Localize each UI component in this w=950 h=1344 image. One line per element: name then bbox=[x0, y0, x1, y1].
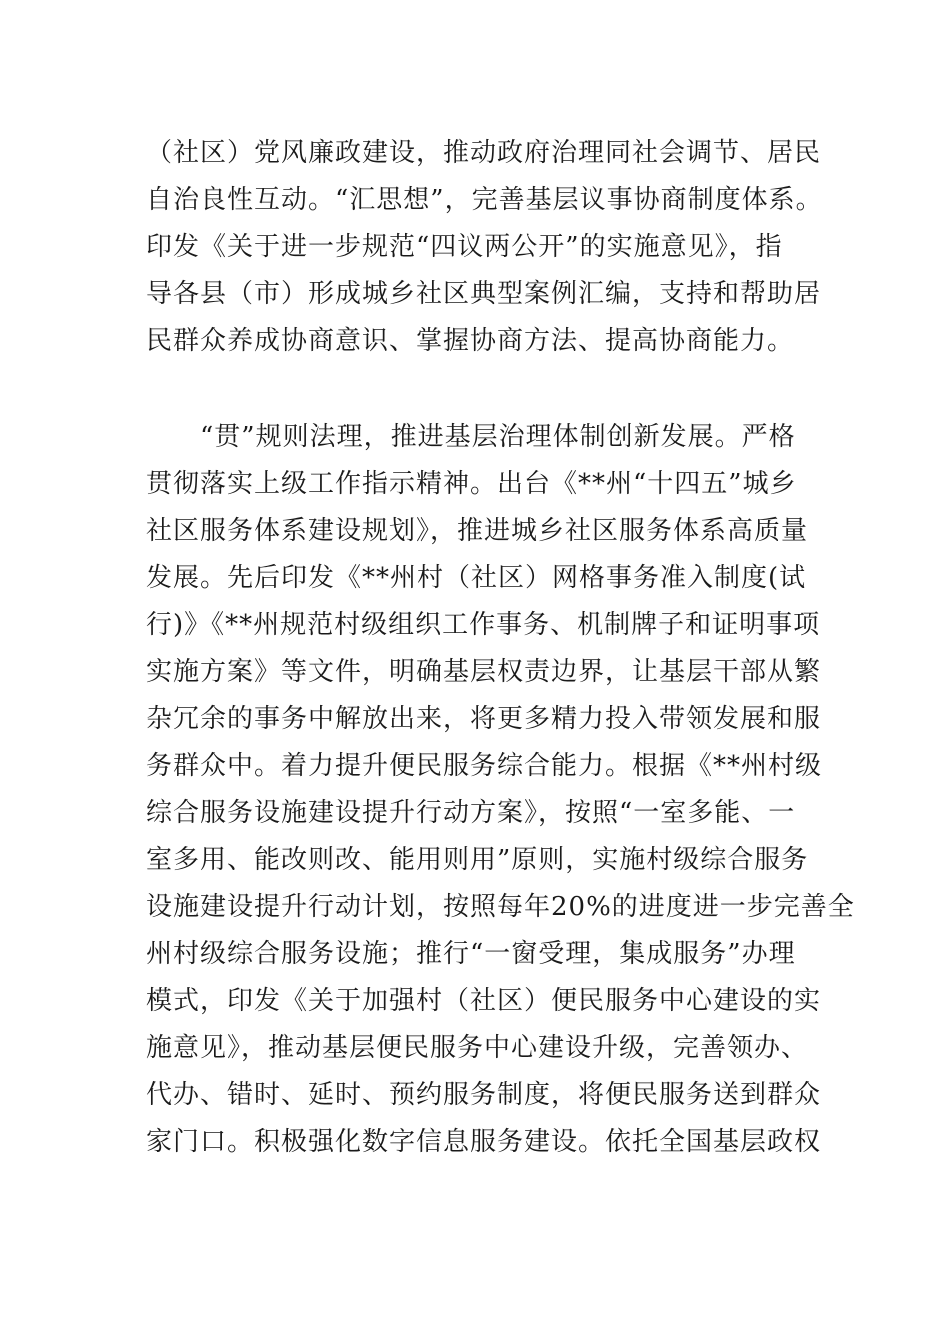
text-line: “贯”规则法理，推进基层治理体制创新发展。严格 bbox=[146, 422, 796, 452]
text-line: 家门口。积极强化数字信息服务建设。依托全国基层政权 bbox=[146, 1127, 822, 1157]
text-line: 代办、错时、延时、预约服务制度，将便民服务送到群众 bbox=[146, 1080, 822, 1110]
text-line: 综合服务设施建设提升行动方案》，按照“一室多能、一 bbox=[146, 798, 796, 828]
paragraph-spacer bbox=[146, 365, 804, 414]
text-line: 设施建设提升行动计划，按照每年20%的进度进一步完善全 bbox=[146, 892, 855, 922]
text-line: 施意见》，推动基层便民服务中心建设升级，完善领办、 bbox=[146, 1033, 809, 1063]
paragraph-1 bbox=[146, 130, 823, 365]
paragraph-2 bbox=[146, 414, 855, 1166]
text-line: 印发《关于进一步规范“四议两公开”的实施意见》，指 bbox=[146, 232, 783, 262]
text-line: 导各县（市）形成城乡社区典型案例汇编，支持和帮助居 bbox=[146, 279, 822, 309]
text-line: （社区）党风廉政建设，推动政府治理同社会调节、居民 bbox=[146, 138, 822, 168]
text-line: 室多用、能改则改、能用则用”原则，实施村级综合服务 bbox=[146, 845, 809, 875]
text-line: 民群众养成协商意识、掌握协商方法、提高协商能力。 bbox=[146, 326, 795, 356]
text-line: 实施方案》等文件，明确基层权责边界，让基层干部从繁 bbox=[146, 657, 822, 687]
text-line: 自治良性互动。“汇思想”，完善基层议事协商制度体系。 bbox=[146, 185, 823, 215]
text-line: 发展。先后印发《**州村（社区）网格事务准入制度(试 bbox=[146, 563, 807, 593]
text-line: 行)》《**州规范村级组织工作事务、机制牌子和证明事项 bbox=[146, 610, 821, 640]
document-body bbox=[146, 130, 855, 1166]
text-line: 州村级综合服务设施；推行“一窗受理，集成服务”办理 bbox=[146, 939, 796, 969]
text-line: 社区服务体系建设规划》，推进城乡社区服务体系高质量 bbox=[146, 516, 809, 546]
text-line: 贯彻落实上级工作指示精神。出台《**州“十四五”城乡 bbox=[146, 469, 797, 499]
text-line: 模式，印发《关于加强村（社区）便民服务中心建设的实 bbox=[146, 986, 822, 1016]
text-line: 务群众中。着力提升便民服务综合能力。根据《**州村级 bbox=[146, 751, 823, 781]
text-line: 杂冗余的事务中解放出来，将更多精力投入带领发展和服 bbox=[146, 704, 822, 734]
